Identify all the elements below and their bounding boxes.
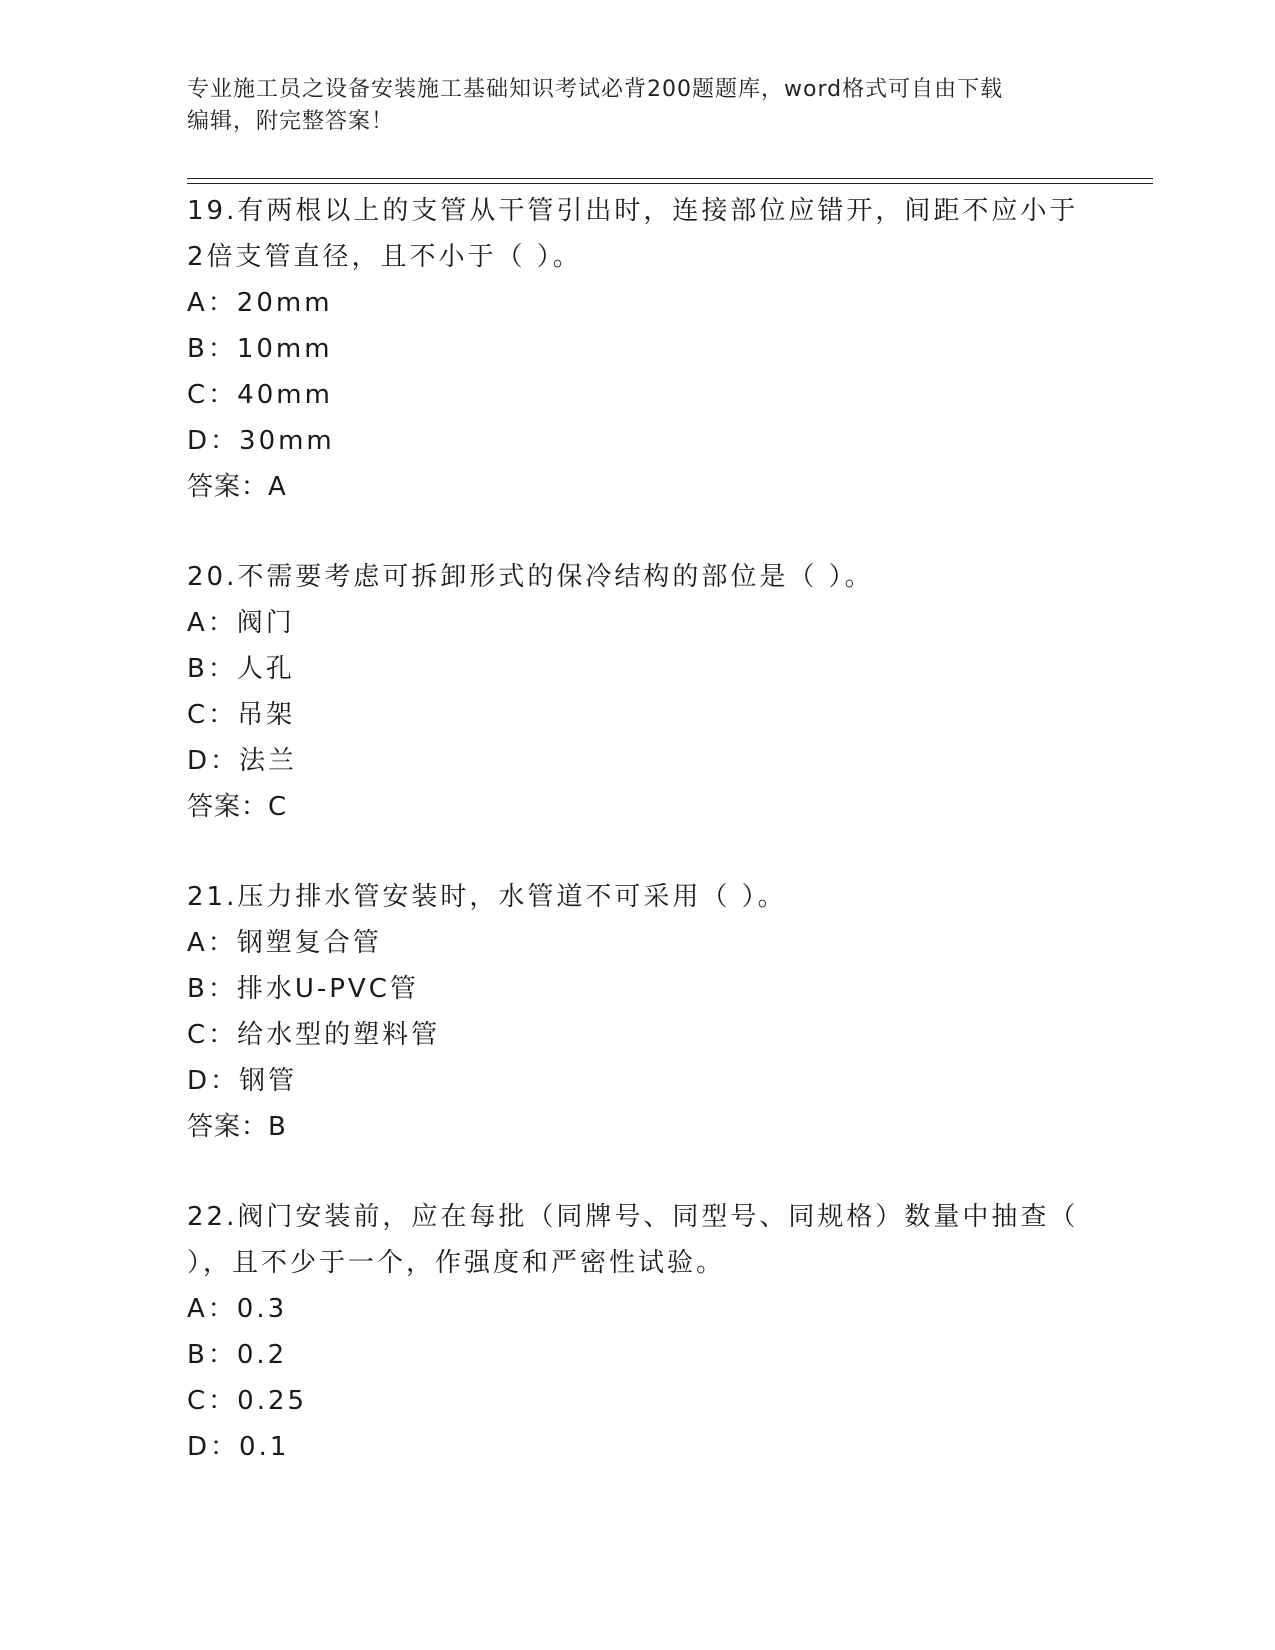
header-divider-bottom (187, 183, 1153, 184)
option-c: C：给水型的塑料管 (187, 1020, 441, 1050)
option-d: D：钢管 (187, 1066, 298, 1096)
question-stem: 21.压力排水管安装时，水管道不可采用（ ）。 (187, 882, 787, 912)
question-stem: 20.不需要考虑可拆卸形式的保冷结构的部位是（ ）。 (187, 562, 874, 592)
option-d: D：30mm (187, 426, 335, 456)
question-stem: 19.有两根以上的支管从干管引出时，连接部位应错开，间距不应小于 (187, 196, 1079, 226)
option-c: C：40mm (187, 380, 333, 410)
document-header (187, 74, 1087, 138)
question-19 (187, 188, 1087, 510)
header-title-line1: 专业施工员之设备安装施工基础知识考试必背200题题库，word格式可自由下载 (187, 77, 1004, 102)
question-20 (187, 554, 1087, 830)
question-stem: 22.阀门安装前，应在每批（同牌号、同型号、同规格）数量中抽查（ (187, 1202, 1079, 1232)
option-d: D：0.1 (187, 1432, 290, 1462)
option-c: C：0.25 (187, 1386, 308, 1416)
answer-label: 答案：A (187, 472, 287, 502)
option-b: B：人孔 (187, 654, 295, 684)
option-a: A：钢塑复合管 (187, 928, 382, 958)
option-d: D：法兰 (187, 746, 298, 776)
option-b: B：排水U-PVC管 (187, 974, 419, 1004)
option-b: B：0.2 (187, 1340, 288, 1370)
question-list (187, 188, 1087, 1470)
question-21 (187, 874, 1087, 1150)
header-divider-top (187, 178, 1153, 179)
question-stem-continued: ），且不少于一个，作强度和严密性试验。 (187, 1248, 726, 1278)
question-spacer (187, 1150, 1087, 1194)
option-c: C：吊架 (187, 700, 296, 730)
option-b: B：10mm (187, 334, 333, 364)
question-spacer (187, 830, 1087, 874)
question-22 (187, 1194, 1087, 1470)
answer-label: 答案：C (187, 792, 288, 822)
header-title-line2: 编辑，附完整答案！ (187, 109, 395, 134)
question-stem-continued: 2倍支管直径，且不小于（ ）。 (187, 242, 582, 272)
question-spacer (187, 510, 1087, 554)
option-a: A：阀门 (187, 608, 295, 638)
answer-label: 答案：B (187, 1112, 287, 1142)
option-a: A：20mm (187, 288, 333, 318)
option-a: A：0.3 (187, 1294, 288, 1324)
